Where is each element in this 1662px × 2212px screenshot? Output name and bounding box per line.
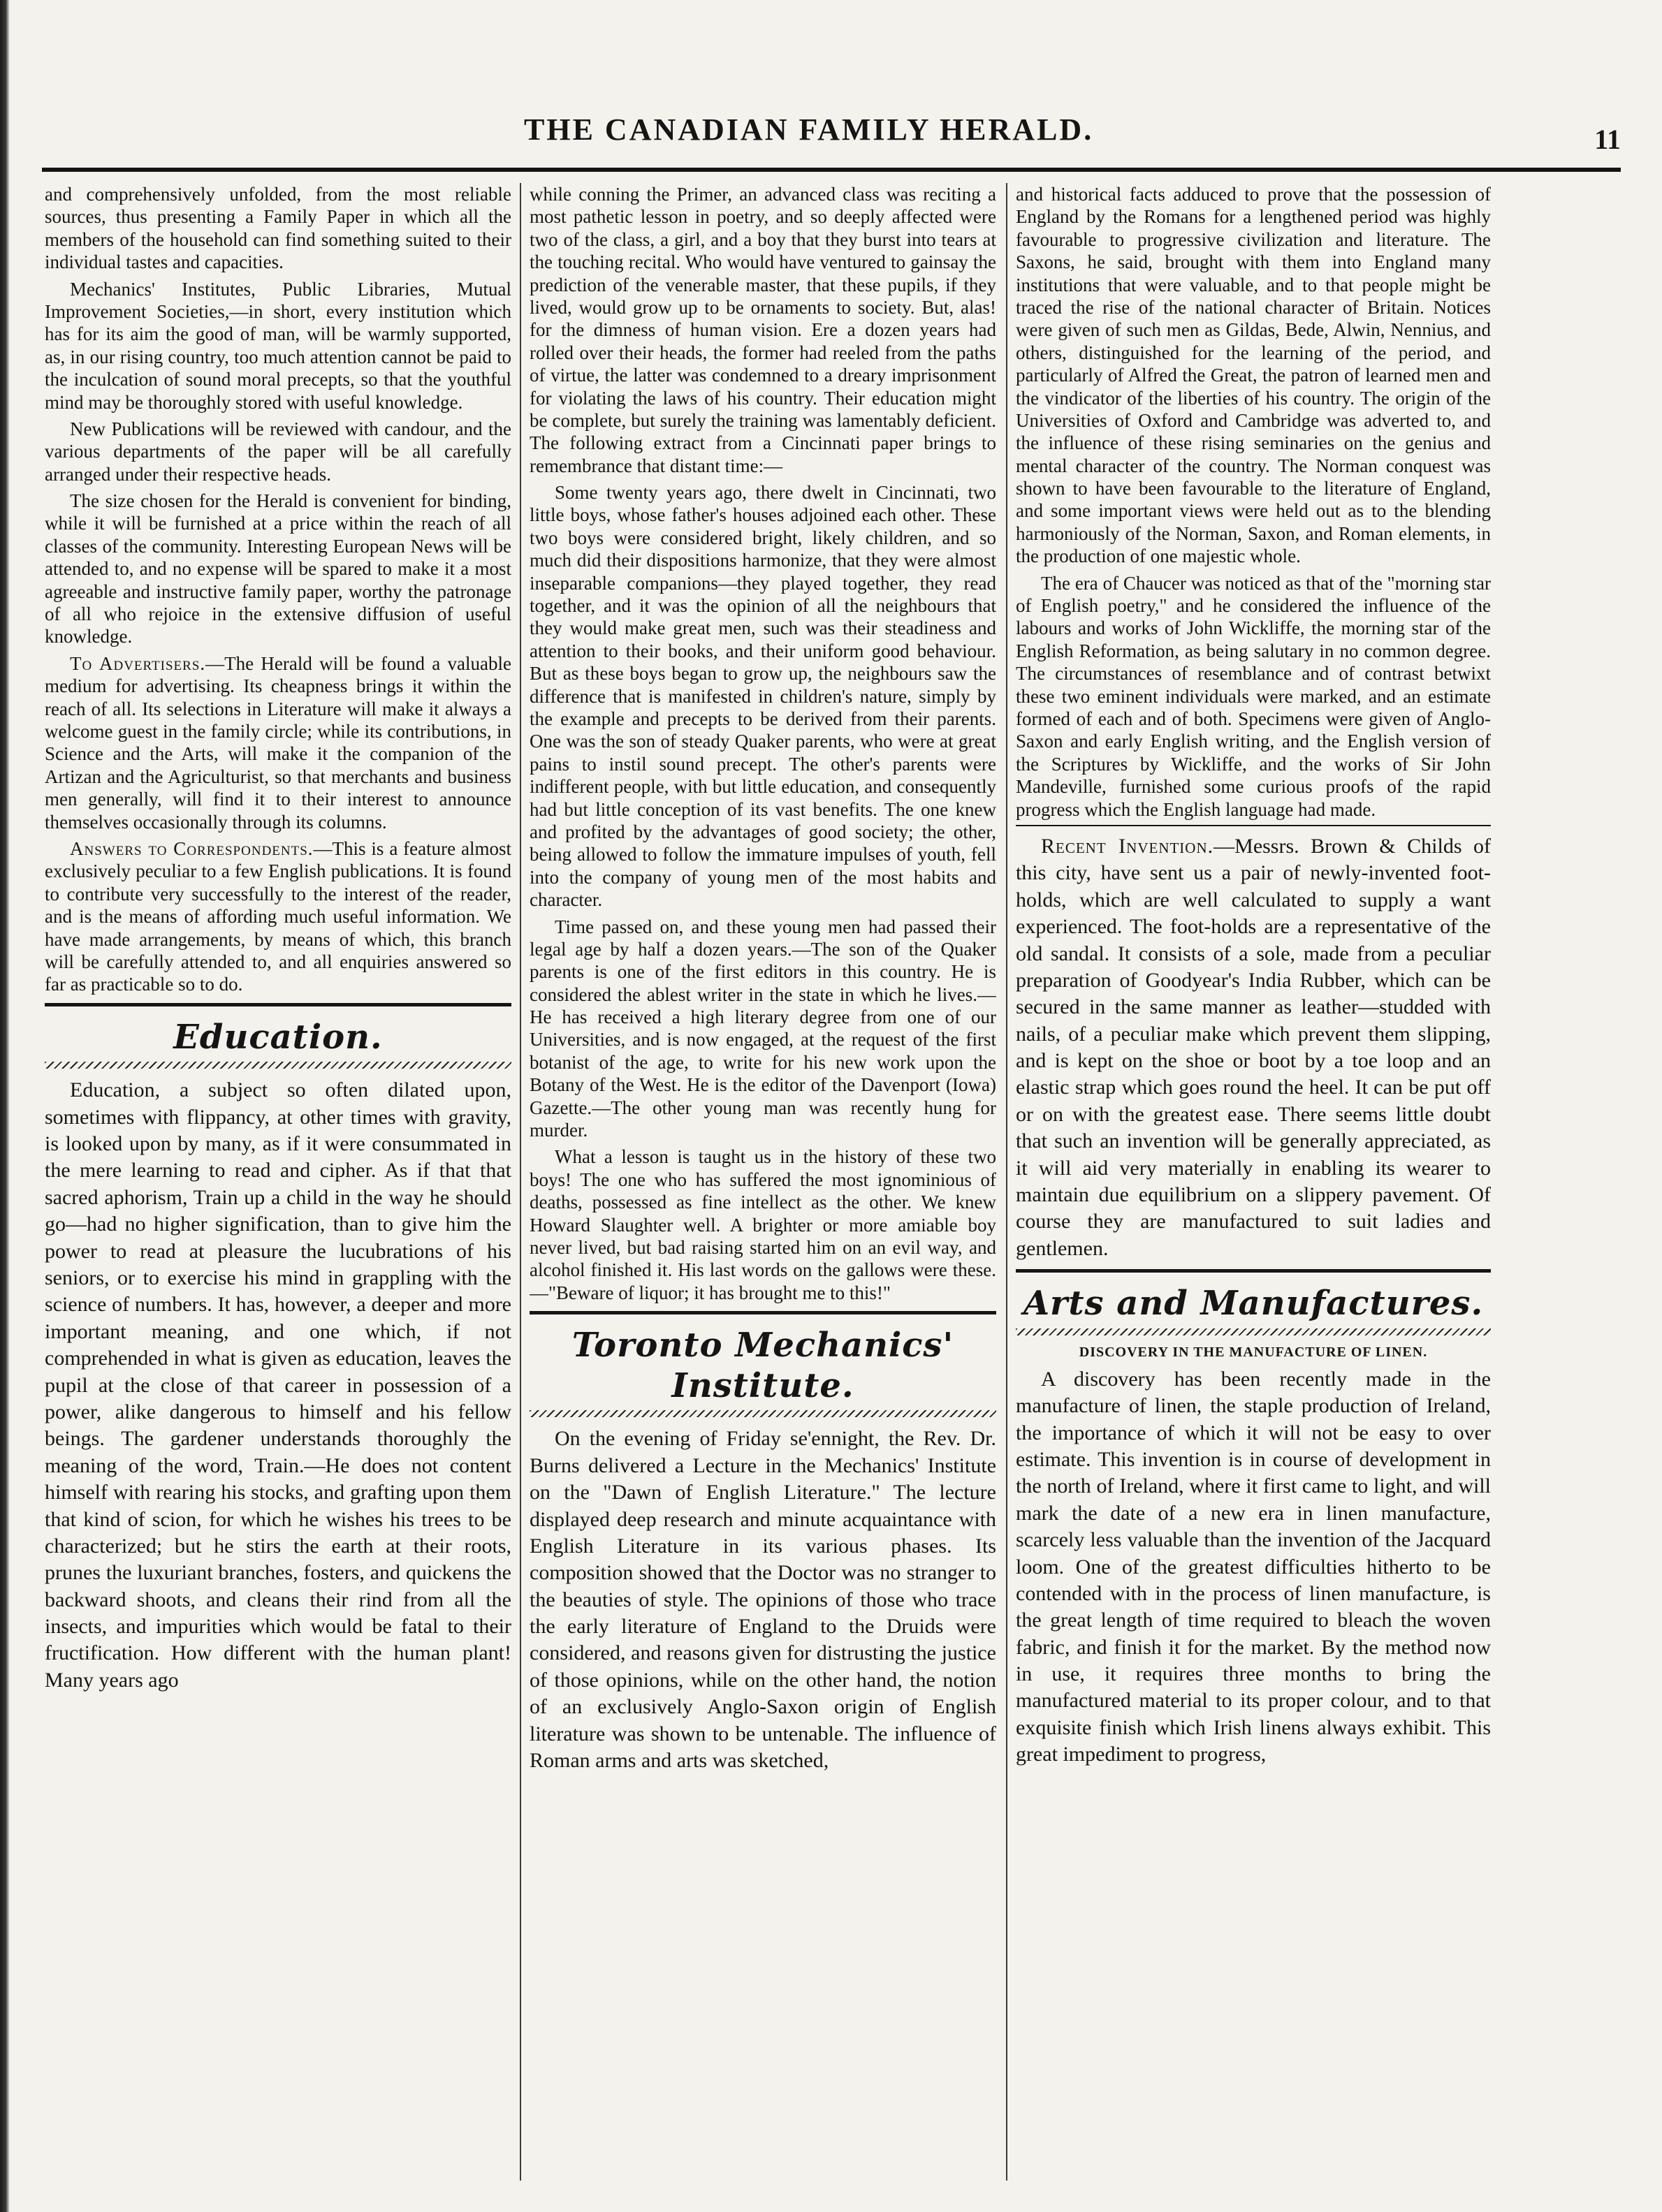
paragraph-body: —Messrs. Brown & Childs of this city, have sent us a pair of newly-invented foot-holds, which are well calculated to supply a want experienced. The foot-holds are a representative of the old sandal. It consists of a sole, made from a peculiar preparation of Goodyear's India Rubber, which can be secured in the same manner as leather—studded with nails, of a peculiar make which prevent them slipping, and is kept on the shoe or boot by a toe loop and an elastic strap which goes round the heel. It can be put off or on with the greatest ease. There seems little doubt that such an invention will be generally appreciated, as it will aid very materially in enabling its wearer to maintain due equilibrium on a slippery pavement. Of course they are manufactured to suit ladies and gentlemen. — [1016, 834, 1491, 1260]
paragraph — [1016, 833, 1491, 1262]
paragraph: and comprehensively unfolded, from the most reliable sources, thus presenting a Family Paper in which all the members of the household can find something suited to their individual tastes and capacities. — [45, 184, 511, 273]
paragraph: while conning the Primer, an advanced class was reciting a most pathetic lesson in poetry, and so deeply affected were two of the class, a girl, and a boy that they burst into tears at the touching recital. Who would have ventured to gainsay the prediction of the venerable master, that these pupils, if they lived, would grow up to be ornaments to society. But, alas! for the dimness of human vision. Ere a dozen years had rolled over their heads, the former had reeled from the paths of virtue, the latter was condemned to a dreary imprisonment for violating the laws of his country. Their education might be complete, but surely the training was lamentably deficient. The following extract from a Cincinnati paper brings to remembrance that distant time:— — [530, 184, 996, 476]
ornamental-rule — [530, 1410, 996, 1417]
separator-rule — [1016, 825, 1491, 826]
column-2 — [530, 183, 996, 2181]
section-heading-toronto-mechanics: Toronto Mechanics' Institute. — [571, 1326, 954, 1405]
paragraph: The size chosen for the Herald is convenient for binding, while it will be furnished at a price within the reach of all classes of the community. Interesting European News will be attended to, and no expense will be spared to make it a most agreeable and instructive family paper, worthy the patronage of all who rejoice in the extensive diffusion of useful knowledge. — [45, 490, 511, 647]
paragraph — [45, 652, 511, 833]
paragraph: What a lesson is taught us in the history of these two boys! The one who has suffered the most ignominious of deaths, possessed as fine intellect as the other. We knew Howard Slaughter well. A brighter or more amiable boy never lived, but bad raising started him on an evil way, and alcohol finished it. His last words on the gallows were these.—"Beware of liquor; it has brought me to this!" — [530, 1146, 996, 1303]
page-number: 11 — [1594, 124, 1621, 155]
paragraph-lead: Recent Invention. — [1041, 834, 1214, 858]
paragraph: Some twenty years ago, there dwelt in Cincinnati, two little boys, whose father's houses adjoined each other. These two boys were considered bright, likely children, and so much did their dispositions harmonize, that they were almost inseparable companions—they played together, they read together, and it was the opinion of all the neighbours that they would make great men, such was their steadiness and attention to their books, and their uniform good behaviour. But as these boys began to grow up, the neighbours saw the difference that is manifested in children's nature, simply by the example and precepts to be derived from their parents. One was the son of steady Quaker parents, who were at great pains to instil sound precept. The other's parents were indifferent people, with but little education, and consequently had but little conception of its vast benefits. The one knew and profited by the advantages of good society; the other, being allowed to follow the immature impulses of youth, fell into the company of young men of the most habits and character. — [530, 482, 996, 911]
section-rule — [1016, 1269, 1491, 1273]
running-title: THE CANADIAN FAMILY HERALD. — [524, 112, 1094, 147]
paragraph-lead: Answers to Correspondents. — [70, 837, 314, 859]
paragraph: Education, a subject so often dilated upon, sometimes with flippancy, at other times with gravity, is looked upon by many, as if it were consummated in the mere learning to read and cipher. As if that that sacred aphorism, Train up a child in the way he should go—had no higher signification, than to give him the power to read at pleasure the lucubrations of his seniors, or to exercise his mind in grappling with the science of numbers. It has, however, a deeper and more important meaning, and one which, if not comprehended in what is given as education, leaves the pupil at the close of that career in possession of a power, alike dangerous to himself and his fellow beings. The gardener understands thoroughly the meaning of the word, Train.—He does not content himself with rearing his stocks, and grafting upon them that kind of scion, for which he wishes his trees to be characterized; but he stirs the earth at their roots, prunes the luxuriant branches, fosters, and quickens the backward shoots, and cleans their rind from all the insects, and impurities which would be fatal to their fructification. How different with the human plant! Many years ago — [45, 1078, 511, 1692]
section-rule — [530, 1311, 996, 1314]
column-divider — [1006, 183, 1007, 2181]
column-divider — [520, 183, 521, 2181]
paragraph-body: —This is a feature almost exclusively peculiar to a few English publications. It is found to contribute very successfully to the interest of the reader, and is the means of affording much useful information. We have made arrangements, by means of which, this branch will be carefully attended to, and all enquiries answered so far as practicable so to do. — [45, 837, 511, 995]
paragraph-body: —The Herald will be found a valuable medium for advertising. Its cheapness brings it within the reach of all. Its selections in Literature will make it always a welcome guest in the family circle; while its contributions, in Science and the Arts, will make it the companion of the Artizan and the Agriculturist, so that merchants and business men generally, will find it to their interest to announce themselves occasionally through its columns. — [45, 652, 511, 833]
ornamental-rule — [1016, 1328, 1491, 1335]
paragraph: Mechanics' Institutes, Public Libraries, Mutual Improvement Societies,—in short, every institution which has for its aim the good of man, will be warmly supported, as, in our rising country, too much attention cannot be paid to the inculcation of sound moral precepts, so that the youthful mind may be thoroughly stored with useful knowledge. — [45, 278, 511, 413]
paragraph: Time passed on, and these young men had passed their legal age by half a dozen years.—The son of the Quaker parents is one of the first editors in this country. He is considered the ablest writer in the state in which he lives.—He has received a high literary degree from one of our Universities, and is now engaged, at the request of the first botanist of the age, to write for his new work upon the Botany of the West. He is the editor of the Davenport (Iowa) Gazette.—The other young man was recently hung for murder. — [530, 916, 996, 1141]
header-rule — [42, 168, 1621, 172]
paragraph: A discovery has been recently made in the manufacture of linen, the staple production of Ireland, the importance of which it will not be easy to over estimate. This invention is in course of development in the north of Ireland, where it first came to light, and will mark the date of a new era in linen manufacture, scarcely less valuable than the invention of the Jacquard loom. One of the greatest difficulties hitherto to be contended with in the process of linen manufacture, is the great length of time required to bleach the woven fabric, and finish it for the market. By the method now in use, it requires three months to bring the manufactured material to its proper colour, and to that exquisite finish which Irish linens always exhibit. This great impediment to progress, — [1016, 1367, 1491, 1766]
page-header — [42, 112, 1621, 154]
paragraph: The era of Chaucer was noticed as that of the "morning star of English poetry," and he considered the influence of the labours and works of John Wickliffe, the morning star of the English Reformation, as being salutary in no common degree. The circumstances of resemblance and of contrast betwixt these two eminent individuals were marked, and an estimate formed of each and of both. Specimens were given of Anglo-Saxon and early English writing, and the English version of the Scriptures by Wickliffe, and the works of Sir John Mandeville, furnished some curious proofs of the rapid progress which the English language had made. — [1016, 572, 1491, 820]
binding-edge — [0, 0, 10, 2212]
column-3 — [1016, 183, 1491, 2181]
section-heading-education: Education. — [173, 1017, 383, 1057]
article-subheading: DISCOVERY IN THE MANUFACTURE OF LINEN. — [1079, 1344, 1428, 1360]
paragraph: and historical facts adduced to prove that the possession of England by the Romans for a lengthened period was highly favourable to progressive civilization and literature. The Saxons, he said, brought with them into England many institutions that were valuable, and to that people might be traced the rise of the national character of Britain. Notices were given of such men as Gildas, Bede, Alwin, Nennius, and others, distinguished for the learning of the period, and particularly of Alfred the Great, the patron of learned men and the vindicator of the liberties of his country. The origin of the Universities of Oxford and Cambridge was adverted to, and the influence of these rising seminaries on the genius and mental character of the country. The Norman conquest was shown to have been favourable to the literature of England, and some important views were held out as to the blending harmoniously of the Norman, Saxon, and Roman elements, in the production of one majestic whole. — [1016, 184, 1491, 567]
paragraph: On the evening of Friday se'ennight, the Rev. Dr. Burns delivered a Lecture in the Mechanics' Institute on the "Dawn of English Literature." The lecture displayed deep research and minute acquaintance with English Literature in its various phases. Its composition showed that the Doctor was no stranger to the beauties of style. The opinions of those who trace the early literature of England to the Druids were considered, and reasons given for distrusting the justice of those opinions, while on the other hand, the notion of an exclusively Anglo-Saxon origin of English literature was shown to be untenable. The influence of Roman arms and arts was sketched, — [530, 1427, 996, 1773]
column-1 — [45, 183, 511, 2181]
paragraph-lead: To Advertisers. — [70, 652, 206, 674]
ornamental-rule — [45, 1062, 511, 1069]
section-rule — [45, 1003, 511, 1006]
paragraph: New Publications will be reviewed with candour, and the various departments of the paper will be all carefully arranged under their respective heads. — [45, 418, 511, 485]
paragraph — [45, 837, 511, 996]
section-heading-arts: Arts and Manufactures. — [1023, 1284, 1484, 1324]
